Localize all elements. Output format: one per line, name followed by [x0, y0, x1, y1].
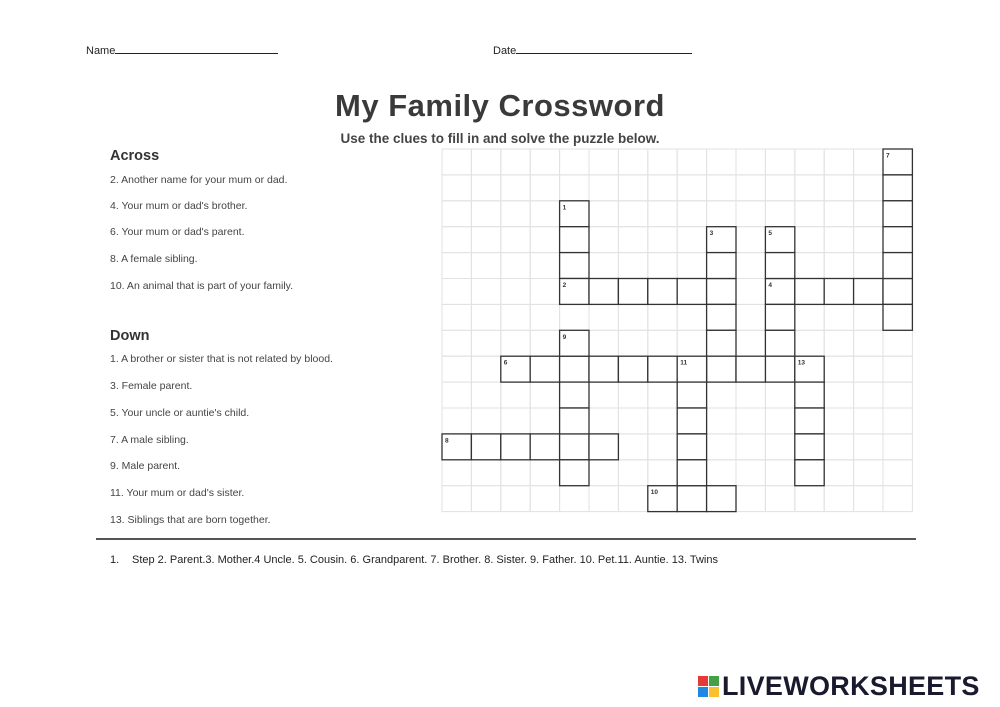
grid-bg-cell	[765, 175, 794, 201]
grid-bg-cell	[648, 253, 677, 279]
grid-bg-cell	[618, 304, 647, 330]
cell-number: 7	[886, 152, 890, 160]
grid-bg-cell	[883, 382, 912, 408]
grid-bg-cell	[795, 304, 824, 330]
grid-bg-cell	[677, 304, 706, 330]
crossword-cell[interactable]	[707, 279, 736, 305]
crossword-cell[interactable]	[471, 434, 500, 460]
crossword-cell[interactable]	[677, 382, 706, 408]
grid-bg-cell	[648, 227, 677, 253]
grid-bg-cell	[589, 175, 618, 201]
grid-bg-cell	[765, 149, 794, 175]
logo-square	[698, 687, 708, 697]
grid-bg-cell	[501, 460, 530, 486]
grid-bg-cell	[442, 486, 471, 512]
grid-bg-cell	[795, 201, 824, 227]
cell-number: 11	[680, 359, 688, 367]
grid-bg-cell	[442, 253, 471, 279]
crossword-cell[interactable]	[795, 460, 824, 486]
cell-number: 8	[445, 437, 449, 445]
grid-bg-cell	[648, 149, 677, 175]
grid-bg-cell	[854, 304, 883, 330]
grid-bg-cell	[589, 227, 618, 253]
cell-number: 10	[650, 489, 659, 497]
grid-bg-cell	[618, 486, 647, 512]
crossword-cell[interactable]	[707, 330, 736, 356]
grid-bg-cell	[736, 253, 765, 279]
crossword-cell[interactable]	[677, 460, 706, 486]
cell-number: 6	[503, 359, 508, 367]
grid-bg-cell	[795, 330, 824, 356]
grid-bg-cell	[471, 304, 500, 330]
grid-bg-cell	[501, 253, 530, 279]
grid-bg-cell	[530, 486, 559, 512]
across-clue: 6. Your mum or dad's parent.	[110, 226, 245, 238]
cell-number: 13	[797, 359, 806, 367]
grid-bg-cell	[854, 201, 883, 227]
down-clue: 3. Female parent.	[110, 380, 193, 392]
grid-bg-cell	[736, 227, 765, 253]
grid-bg-cell	[707, 382, 736, 408]
cell-number: 3	[709, 230, 714, 238]
crossword-cell[interactable]	[883, 304, 912, 330]
crossword-cell[interactable]	[560, 382, 589, 408]
crossword-cell[interactable]	[765, 253, 794, 279]
grid-bg-cell	[854, 356, 883, 382]
grid-bg-cell	[618, 201, 647, 227]
grid-bg-cell	[471, 279, 500, 305]
grid-bg-cell	[824, 253, 853, 279]
grid-bg-cell	[736, 434, 765, 460]
grid-bg-cell	[883, 434, 912, 460]
cell-number: 4	[768, 282, 773, 289]
grid-bg-cell	[618, 382, 647, 408]
grid-bg-cell	[501, 382, 530, 408]
grid-bg-cell	[707, 408, 736, 434]
grid-bg-cell	[736, 460, 765, 486]
grid-bg-cell	[736, 175, 765, 201]
crossword-cell[interactable]	[560, 227, 589, 253]
grid-bg-cell	[677, 330, 706, 356]
grid-bg-cell	[677, 175, 706, 201]
grid-bg-cell	[471, 175, 500, 201]
grid-bg-cell	[442, 460, 471, 486]
across-clue: 10. An animal that is part of your family.	[110, 280, 294, 292]
grid-bg-cell	[736, 201, 765, 227]
grid-bg-cell	[589, 149, 618, 175]
grid-bg-cell	[471, 330, 500, 356]
grid-bg-cell	[648, 304, 677, 330]
grid-bg-cell	[589, 382, 618, 408]
grid-bg-cell	[471, 253, 500, 279]
crossword-cell[interactable]	[530, 434, 559, 460]
crossword-cell[interactable]	[677, 486, 706, 512]
across-clue: 8. A female sibling.	[110, 253, 198, 265]
page-subtitle: Use the clues to fill in and solve the puzzle below.	[340, 131, 660, 146]
grid-bg-cell	[501, 279, 530, 305]
grid-bg-cell	[442, 330, 471, 356]
grid-bg-cell	[530, 253, 559, 279]
grid-bg-cell	[707, 460, 736, 486]
crossword-cell[interactable]	[560, 408, 589, 434]
grid-bg-cell	[677, 253, 706, 279]
grid-bg-cell	[618, 175, 647, 201]
name-label: Name	[86, 45, 116, 57]
grid-bg-cell	[824, 382, 853, 408]
grid-bg-cell	[854, 227, 883, 253]
grid-bg-cell	[471, 486, 500, 512]
grid-bg-cell	[589, 460, 618, 486]
grid-bg-cell	[618, 227, 647, 253]
grid-bg-cell	[618, 408, 647, 434]
down-clue: 7. A male sibling.	[110, 434, 189, 446]
grid-bg-cell	[471, 460, 500, 486]
grid-bg-cell	[765, 382, 794, 408]
answer-line	[110, 554, 718, 566]
grid-bg-cell	[854, 175, 883, 201]
crossword-cell[interactable]	[677, 279, 706, 305]
crossword-cell[interactable]	[883, 253, 912, 279]
crossword-cell[interactable]	[707, 356, 736, 382]
cell-number: 1	[562, 204, 567, 212]
grid-bg-cell	[736, 330, 765, 356]
crossword-cell[interactable]	[707, 304, 736, 330]
grid-bg-cell	[824, 175, 853, 201]
crossword-cell[interactable]	[560, 356, 589, 382]
crossword-cell[interactable]	[883, 175, 912, 201]
grid-bg-cell	[442, 175, 471, 201]
crossword-cell[interactable]	[765, 330, 794, 356]
crossword-cell[interactable]	[765, 304, 794, 330]
crossword-cell[interactable]	[501, 434, 530, 460]
grid-bg-cell	[824, 460, 853, 486]
grid-bg-cell	[530, 175, 559, 201]
crossword-cell[interactable]	[618, 356, 647, 382]
grid-bg-cell	[795, 486, 824, 512]
grid-bg-cell	[854, 382, 883, 408]
down-clue: 1. A brother or sister that is not related by blood.	[110, 353, 333, 365]
grid-bg-cell	[824, 227, 853, 253]
down-clue: 5. Your uncle or auntie's child.	[110, 407, 250, 419]
down-clue: 11. Your mum or dad's sister.	[110, 487, 245, 499]
liveworksheets-logo	[698, 672, 980, 700]
grid-bg-cell	[648, 201, 677, 227]
grid-bg-cell	[530, 330, 559, 356]
grid-bg-cell	[501, 201, 530, 227]
grid-bg-cell	[677, 149, 706, 175]
crossword-cell[interactable]	[795, 434, 824, 460]
grid-bg-cell	[442, 408, 471, 434]
grid-bg-cell	[824, 356, 853, 382]
grid-bg-cell	[824, 486, 853, 512]
grid-bg-cell	[736, 382, 765, 408]
grid-bg-cell	[883, 356, 912, 382]
grid-bg-cell	[795, 253, 824, 279]
grid-bg-cell	[795, 175, 824, 201]
crossword-cell[interactable]	[795, 382, 824, 408]
grid-bg-cell	[471, 382, 500, 408]
grid-bg-cell	[589, 330, 618, 356]
grid-bg-cell	[765, 460, 794, 486]
answer-text: Step 2. Parent.3. Mother.4 Uncle. 5. Cousin. 6. Grandparent. 7. Brother. 8. Sister. 9. Father. 10. Pet.11. Auntie. 13. Twins	[132, 554, 718, 566]
crossword-cell[interactable]	[883, 279, 912, 305]
crossword-cell[interactable]	[824, 279, 853, 305]
across-heading: Across	[110, 148, 160, 164]
grid-bg-cell	[824, 434, 853, 460]
crossword-cell[interactable]	[589, 434, 618, 460]
crossword-cell[interactable]	[560, 434, 589, 460]
grid-bg-cell	[618, 253, 647, 279]
across-clue: 2. Another name for your mum or dad.	[110, 174, 288, 186]
crossword-cell[interactable]	[589, 279, 618, 305]
answer-number: 1.	[110, 554, 120, 566]
grid-bg-cell	[854, 434, 883, 460]
cell-number: 5	[768, 230, 773, 238]
crossword-cell[interactable]	[765, 356, 794, 382]
grid-bg-cell	[560, 486, 589, 512]
grid-bg-cell	[765, 486, 794, 512]
grid-bg-cell	[560, 175, 589, 201]
grid-bg-cell	[883, 408, 912, 434]
grid-bg-cell	[530, 408, 559, 434]
grid-bg-cell	[883, 330, 912, 356]
grid-bg-cell	[530, 227, 559, 253]
grid-bg-cell	[501, 330, 530, 356]
grid-bg-cell	[442, 279, 471, 305]
grid-bg-cell	[648, 330, 677, 356]
grid-bg-cell	[589, 253, 618, 279]
crossword-cell[interactable]	[795, 279, 824, 305]
grid-bg-cell	[854, 253, 883, 279]
grid-bg-cell	[677, 227, 706, 253]
grid-bg-cell	[442, 227, 471, 253]
crossword-cell[interactable]	[883, 201, 912, 227]
logo-square	[698, 676, 708, 686]
grid-bg-cell	[530, 460, 559, 486]
grid-bg-cell	[501, 304, 530, 330]
grid-bg-cell	[824, 330, 853, 356]
grid-bg-cell	[471, 408, 500, 434]
crossword-cell[interactable]	[618, 279, 647, 305]
grid-bg-cell	[471, 201, 500, 227]
grid-bg-cell	[589, 304, 618, 330]
crossword-cell[interactable]	[589, 356, 618, 382]
crossword-cell[interactable]	[854, 279, 883, 305]
grid-bg-cell	[677, 201, 706, 227]
grid-bg-cell	[589, 408, 618, 434]
grid-bg-cell	[795, 227, 824, 253]
page-title: My Family Crossword	[335, 88, 665, 123]
grid-bg-cell	[618, 149, 647, 175]
grid-bg-cell	[854, 486, 883, 512]
grid-bg-cell	[530, 279, 559, 305]
grid-bg-cell	[854, 460, 883, 486]
grid-bg-cell	[765, 408, 794, 434]
grid-bg-cell	[471, 149, 500, 175]
grid-bg-cell	[736, 408, 765, 434]
down-clue: 13. Siblings that are born together.	[110, 514, 271, 526]
crossword-cell[interactable]	[795, 408, 824, 434]
grid-bg-cell	[442, 201, 471, 227]
grid-bg-cell	[736, 149, 765, 175]
grid-bg-cell	[530, 149, 559, 175]
grid-bg-cell	[854, 330, 883, 356]
grid-bg-cell	[501, 175, 530, 201]
logo-icon	[698, 676, 719, 697]
grid-bg-cell	[618, 460, 647, 486]
logo-text: LIVEWORKSHEETS	[722, 670, 980, 701]
grid-bg-cell	[883, 486, 912, 512]
crossword-cell[interactable]	[736, 356, 765, 382]
grid-bg-cell	[530, 304, 559, 330]
logo-square	[709, 687, 719, 697]
logo-square	[709, 676, 719, 686]
grid-bg-cell	[589, 486, 618, 512]
grid-bg-cell	[560, 304, 589, 330]
grid-bg-cell	[707, 434, 736, 460]
down-clue: 9. Male parent.	[110, 460, 181, 472]
crossword-cell[interactable]	[707, 253, 736, 279]
grid-bg-cell	[648, 408, 677, 434]
grid-bg-cell	[648, 175, 677, 201]
crossword-cell[interactable]	[677, 434, 706, 460]
grid-bg-cell	[707, 175, 736, 201]
grid-bg-cell	[501, 486, 530, 512]
grid-bg-cell	[442, 304, 471, 330]
crossword-cell[interactable]	[530, 356, 559, 382]
cell-number: 9	[562, 333, 567, 341]
crossword-cell[interactable]	[560, 460, 589, 486]
grid-bg-cell	[501, 227, 530, 253]
across-clue: 4. Your mum or dad's brother.	[110, 200, 248, 212]
grid-bg-cell	[765, 434, 794, 460]
date-label: Date	[493, 45, 517, 57]
grid-bg-cell	[648, 460, 677, 486]
grid-bg-cell	[883, 460, 912, 486]
divider-rule	[96, 538, 916, 540]
crossword-cell[interactable]	[560, 253, 589, 279]
grid-bg-cell	[824, 408, 853, 434]
grid-bg-cell	[442, 149, 471, 175]
grid-bg-cell	[824, 201, 853, 227]
grid-bg-cell	[736, 304, 765, 330]
crossword-cell[interactable]	[707, 486, 736, 512]
cell-number: 2	[562, 282, 567, 289]
grid-bg-cell	[707, 201, 736, 227]
grid-bg-cell	[795, 149, 824, 175]
crossword-cell[interactable]	[883, 227, 912, 253]
grid-bg-cell	[765, 201, 794, 227]
grid-bg-cell	[530, 382, 559, 408]
crossword-cell[interactable]	[677, 408, 706, 434]
grid-bg-cell	[707, 149, 736, 175]
grid-bg-cell	[854, 149, 883, 175]
grid-bg-cell	[736, 486, 765, 512]
crossword-cell[interactable]	[648, 279, 677, 305]
grid-bg-cell	[501, 149, 530, 175]
grid-bg-cell	[648, 434, 677, 460]
grid-bg-cell	[560, 149, 589, 175]
grid-bg-cell	[442, 356, 471, 382]
grid-bg-cell	[648, 382, 677, 408]
grid-bg-cell	[824, 304, 853, 330]
grid-bg-cell	[736, 279, 765, 305]
grid-bg-cell	[824, 149, 853, 175]
grid-bg-cell	[442, 382, 471, 408]
grid-bg-cell	[501, 408, 530, 434]
grid-bg-cell	[618, 434, 647, 460]
crossword-cell[interactable]	[648, 356, 677, 382]
grid-bg-cell	[589, 201, 618, 227]
grid-bg-cell	[618, 330, 647, 356]
down-heading: Down	[110, 328, 150, 344]
grid-bg-cell	[471, 356, 500, 382]
grid-bg-cell	[530, 201, 559, 227]
grid-bg-cell	[854, 408, 883, 434]
grid-bg-cell	[471, 227, 500, 253]
